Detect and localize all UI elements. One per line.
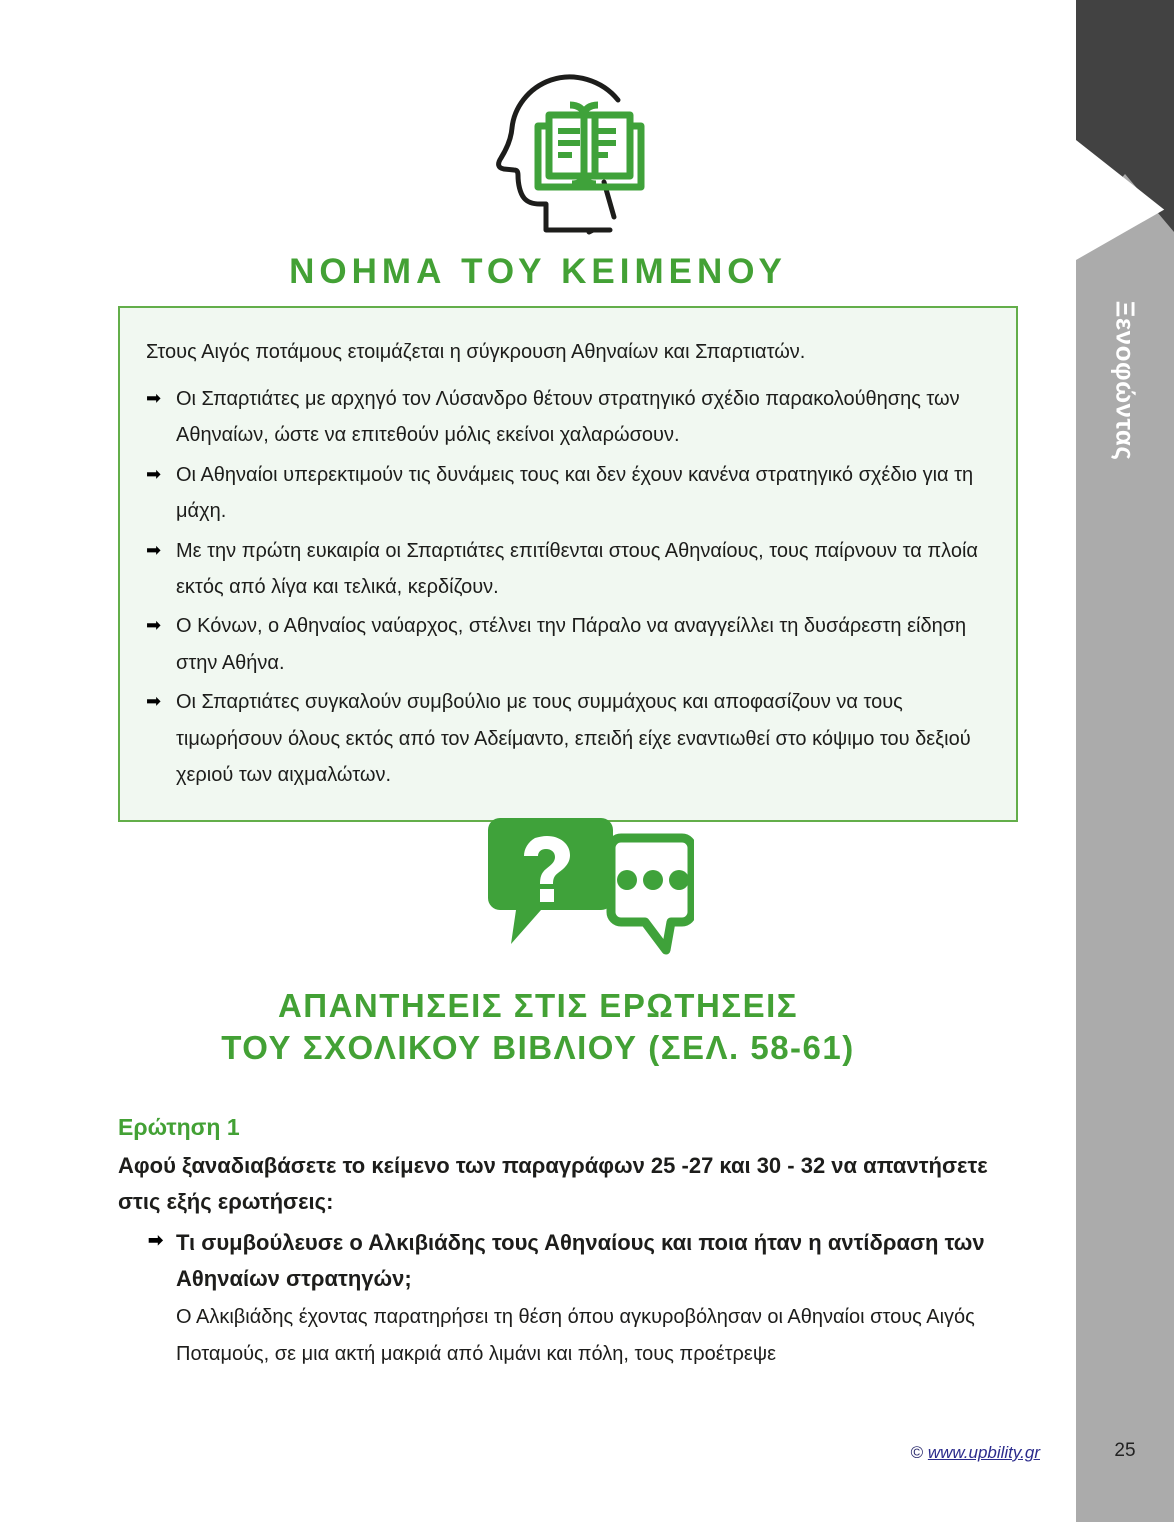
page-title-meaning: ΝΟΗΜΑ ΤΟΥ ΚΕΙΜΕΝΟΥ — [289, 252, 787, 291]
list-item-text: Οι Σπαρτιάτες με αρχηγό τον Λύσανδρο θέτουν στρατηγικό σχέδιο παρακολούθησης των Αθηναίων, ώστε να επιτεθούν μόλις εκείνοι χαλαρώσουν. — [176, 388, 960, 447]
question-block — [118, 1114, 1018, 1373]
arrow-bullet-icon: ➡ — [148, 1229, 164, 1250]
website-link[interactable]: www.upbility.gr — [927, 1443, 1040, 1462]
page-title-answers-line1: ΑΠΑΝΤΗΣΕΙΣ ΣΤΙΣ ΕΡΩΤΗΣΕΙΣ — [277, 987, 799, 1024]
page-title-answers-line2: ΤΟΥ ΣΧΟΛΙΚΟΥ ΒΙΒΛΙΟΥ (ΣΕΛ. 58-61) — [221, 1029, 855, 1067]
edge-tab-label-text: Ξενοφώντας — [1110, 300, 1141, 460]
copyright-icon: © — [910, 1443, 924, 1462]
summary-box — [118, 306, 1018, 822]
list-item — [148, 1225, 1018, 1298]
answer-text: Ο Αλκιβιάδης έχοντας παρατηρήσει τη θέση όπου αγκυροβόλησαν οι Αθηναίοι στους Αιγός Ποταμούς, σε μια ακτή μακριά από λιμάνι και πόλη, τους προέτρεψε — [176, 1306, 975, 1366]
list-item — [146, 533, 988, 606]
list-item — [146, 608, 988, 681]
arrow-bullet-icon: ➡ — [146, 539, 162, 560]
arrow-bullet-icon: ➡ — [146, 615, 162, 636]
edge-tab-label — [1076, 250, 1174, 510]
sub-question-text: Τι συμβούλευσε ο Αλκιβιάδης τους Αθηναίους και ποια ήταν η αντίδραση των Αθηναίων στρατηγών; — [176, 1229, 985, 1291]
list-item-text: Οι Σπαρτιάτες συγκαλούν συμβούλιο με τους συμμάχους και αποφασίζουν να τους τιμωρήσουν όλους εκτός από τον Αδείμαντο, επειδή είχε εναντιωθεί στο κόψιμο του δεξιού χεριού των αιχμαλώτων. — [176, 691, 971, 786]
page-number: 25 — [1114, 1440, 1136, 1461]
list-item — [146, 381, 988, 454]
arrow-bullet-icon: ➡ — [146, 691, 162, 712]
list-item-text: Με την πρώτη ευκαιρία οι Σπαρτιάτες επιτίθενται στους Αθηναίους, τους παίρνουν τα πλοία εκτός από λίγα και τελικά, κερδίζουν. — [176, 539, 978, 598]
list-item-text: Οι Αθηναίοι υπερεκτιμούν τις δυνάμεις τους και δεν έχουν κανένα στρατηγικό σχέδιο για τη μάχη. — [176, 463, 974, 523]
head-with-book-icon — [478, 62, 674, 242]
arrow-bullet-icon: ➡ — [146, 463, 162, 484]
question-prompt: Αφού ξαναδιαβάσετε το κείμενο των παραγράφων 25 -27 και 30 - 32 να απαντήσετε στις εξής ερωτήσεις: — [118, 1153, 988, 1215]
list-item — [146, 457, 988, 530]
question-label: Ερώτηση 1 — [118, 1114, 240, 1140]
list-item — [146, 684, 988, 793]
list-item-text: Ο Κόνων, ο Αθηναίος ναύαρχος, στέλνει την Πάραλο να αναγγείλλει τη δυσάρεστη είδηση στην Αθήνα. — [176, 615, 967, 674]
question-speech-bubbles-icon — [488, 816, 694, 966]
arrow-bullet-icon: ➡ — [146, 388, 162, 408]
footer — [0, 1443, 1040, 1463]
page-title-answers — [0, 985, 1076, 1069]
summary-bullet-list — [146, 381, 988, 793]
summary-lead-text: Στους Αιγός ποτάμους ετοιμάζεται η σύγκρουση Αθηναίων και Σπαρτιατών. — [146, 341, 806, 363]
sub-question-list — [118, 1225, 1018, 1298]
